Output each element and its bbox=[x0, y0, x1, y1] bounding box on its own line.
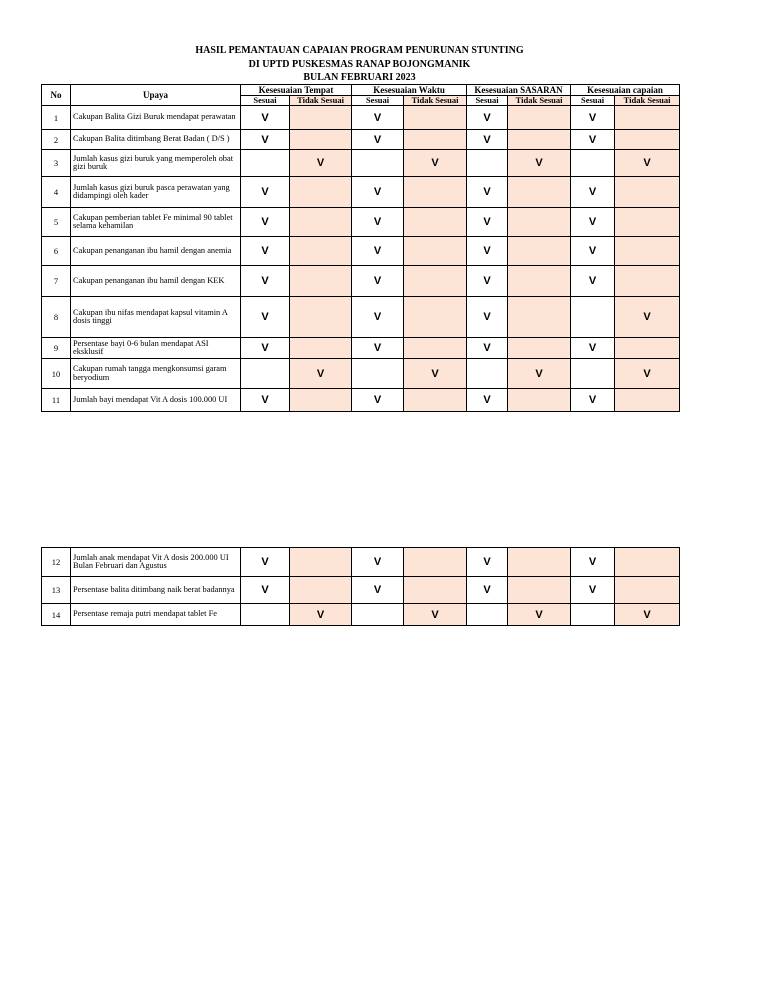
report-subtitle-location: DI UPTD PUSKESMAS RANAP BOJONGMANIK bbox=[248, 59, 471, 70]
cell-sesuai: V bbox=[571, 577, 615, 604]
cell-tidak-sesuai bbox=[404, 338, 467, 359]
cell-tidak-sesuai: V bbox=[615, 359, 680, 389]
cell-tidak-sesuai: V bbox=[404, 359, 467, 389]
cell-sesuai: V bbox=[241, 338, 290, 359]
cell-tidak-sesuai bbox=[404, 297, 467, 338]
row-number: 3 bbox=[42, 150, 71, 177]
subheader-tidak-sesuai: Tidak Sesuai bbox=[615, 96, 680, 106]
cell-tidak-sesuai bbox=[404, 577, 467, 604]
cell-tidak-sesuai bbox=[290, 177, 352, 208]
row-upaya: Cakupan Balita Gizi Buruk mendapat perawatan bbox=[71, 106, 241, 130]
cell-sesuai: V bbox=[467, 548, 508, 577]
cell-tidak-sesuai bbox=[615, 106, 680, 130]
cell-sesuai: V bbox=[241, 548, 290, 577]
cell-sesuai: V bbox=[241, 237, 290, 266]
cell-sesuai: V bbox=[467, 177, 508, 208]
cell-tidak-sesuai: V bbox=[615, 604, 680, 626]
cell-tidak-sesuai bbox=[508, 389, 571, 412]
cell-sesuai: V bbox=[571, 548, 615, 577]
cell-sesuai: V bbox=[571, 208, 615, 237]
cell-tidak-sesuai bbox=[290, 577, 352, 604]
cell-tidak-sesuai bbox=[290, 389, 352, 412]
cell-tidak-sesuai bbox=[404, 130, 467, 150]
cell-sesuai: V bbox=[467, 237, 508, 266]
row-upaya: Cakupan rumah tangga mengkonsumsi garam beryodium bbox=[71, 359, 241, 389]
cell-sesuai: V bbox=[241, 208, 290, 237]
row-number: 13 bbox=[42, 577, 71, 604]
cell-sesuai: V bbox=[352, 548, 404, 577]
cell-sesuai: V bbox=[352, 297, 404, 338]
report-subtitle-period: BULAN FEBRUARI 2023 bbox=[303, 72, 416, 83]
cell-sesuai bbox=[467, 359, 508, 389]
row-upaya: Jumlah kasus gizi buruk yang memperoleh obat gizi buruk bbox=[71, 150, 241, 177]
header-kesesuaian-tempat: Kesesuaian Tempat bbox=[241, 85, 352, 96]
cell-tidak-sesuai bbox=[615, 237, 680, 266]
row-number: 1 bbox=[42, 106, 71, 130]
row-upaya: Cakupan pemberian tablet Fe minimal 90 tablet selama kehamilan bbox=[71, 208, 241, 237]
cell-sesuai: V bbox=[571, 106, 615, 130]
cell-sesuai: V bbox=[467, 297, 508, 338]
cell-sesuai: V bbox=[352, 177, 404, 208]
row-number: 5 bbox=[42, 208, 71, 237]
subheader-tidak-sesuai: Tidak Sesuai bbox=[404, 96, 467, 106]
cell-sesuai: V bbox=[352, 577, 404, 604]
cell-sesuai: V bbox=[571, 130, 615, 150]
table-row bbox=[42, 359, 680, 389]
cell-tidak-sesuai bbox=[404, 237, 467, 266]
cell-sesuai: V bbox=[467, 266, 508, 297]
table-row bbox=[42, 130, 680, 150]
header-kesesuaian-capaian: Kesesuaian capaian bbox=[571, 85, 680, 96]
cell-sesuai bbox=[571, 150, 615, 177]
cell-tidak-sesuai: V bbox=[290, 359, 352, 389]
cell-tidak-sesuai bbox=[508, 297, 571, 338]
table-row bbox=[42, 106, 680, 130]
cell-sesuai bbox=[241, 359, 290, 389]
row-number: 9 bbox=[42, 338, 71, 359]
cell-sesuai: V bbox=[352, 208, 404, 237]
row-upaya: Cakupan ibu nifas mendapat kapsul vitamin A dosis tinggi bbox=[71, 297, 241, 338]
cell-sesuai: V bbox=[241, 389, 290, 412]
cell-sesuai bbox=[571, 297, 615, 338]
row-number: 7 bbox=[42, 266, 71, 297]
cell-tidak-sesuai: V bbox=[404, 604, 467, 626]
cell-sesuai: V bbox=[241, 106, 290, 130]
cell-sesuai bbox=[352, 359, 404, 389]
cell-sesuai: V bbox=[467, 338, 508, 359]
cell-sesuai bbox=[571, 359, 615, 389]
row-upaya: Cakupan penanganan ibu hamil dengan anemia bbox=[71, 237, 241, 266]
cell-sesuai: V bbox=[352, 338, 404, 359]
cell-tidak-sesuai bbox=[615, 548, 680, 577]
cell-sesuai: V bbox=[241, 177, 290, 208]
subheader-sesuai: Sesuai bbox=[467, 96, 508, 106]
cell-sesuai: V bbox=[467, 130, 508, 150]
row-number: 6 bbox=[42, 237, 71, 266]
row-upaya: Persentase balita ditimbang naik berat badannya bbox=[71, 577, 241, 604]
cell-tidak-sesuai bbox=[290, 130, 352, 150]
cell-sesuai: V bbox=[571, 266, 615, 297]
cell-sesuai: V bbox=[571, 389, 615, 412]
cell-tidak-sesuai: V bbox=[508, 150, 571, 177]
cell-sesuai: V bbox=[241, 577, 290, 604]
cell-sesuai: V bbox=[241, 266, 290, 297]
cell-sesuai bbox=[467, 604, 508, 626]
cell-tidak-sesuai: V bbox=[290, 150, 352, 177]
cell-tidak-sesuai bbox=[615, 266, 680, 297]
row-number: 2 bbox=[42, 130, 71, 150]
row-number: 14 bbox=[42, 604, 71, 626]
cell-sesuai: V bbox=[352, 266, 404, 297]
cell-tidak-sesuai bbox=[290, 297, 352, 338]
cell-sesuai bbox=[352, 150, 404, 177]
monitoring-table-continued bbox=[41, 547, 680, 626]
cell-tidak-sesuai bbox=[615, 577, 680, 604]
cell-tidak-sesuai bbox=[290, 338, 352, 359]
table-row bbox=[42, 208, 680, 237]
table-row bbox=[42, 177, 680, 208]
cell-tidak-sesuai bbox=[290, 266, 352, 297]
cell-sesuai: V bbox=[352, 130, 404, 150]
monitoring-table bbox=[41, 84, 680, 412]
cell-sesuai: V bbox=[571, 177, 615, 208]
cell-tidak-sesuai bbox=[404, 389, 467, 412]
row-number: 11 bbox=[42, 389, 71, 412]
cell-sesuai: V bbox=[352, 237, 404, 266]
cell-sesuai: V bbox=[467, 389, 508, 412]
table-row bbox=[42, 150, 680, 177]
cell-sesuai bbox=[467, 150, 508, 177]
cell-tidak-sesuai: V bbox=[290, 604, 352, 626]
header-kesesuaian-sasaran: Kesesuaian SASARAN bbox=[467, 85, 571, 96]
cell-sesuai: V bbox=[352, 389, 404, 412]
header-kesesuaian-waktu: Kesesuaian Waktu bbox=[352, 85, 467, 96]
cell-tidak-sesuai bbox=[508, 237, 571, 266]
cell-tidak-sesuai bbox=[615, 208, 680, 237]
cell-sesuai: V bbox=[571, 237, 615, 266]
cell-tidak-sesuai bbox=[508, 577, 571, 604]
table-row bbox=[42, 297, 680, 338]
cell-tidak-sesuai bbox=[404, 548, 467, 577]
row-upaya: Jumlah kasus gizi buruk pasca perawatan yang didampingi oleh kader bbox=[71, 177, 241, 208]
cell-sesuai bbox=[241, 604, 290, 626]
subheader-tidak-sesuai: Tidak Sesuai bbox=[508, 96, 571, 106]
cell-tidak-sesuai: V bbox=[508, 359, 571, 389]
cell-sesuai bbox=[352, 604, 404, 626]
cell-tidak-sesuai: V bbox=[404, 150, 467, 177]
cell-tidak-sesuai bbox=[508, 177, 571, 208]
cell-tidak-sesuai bbox=[508, 338, 571, 359]
cell-sesuai: V bbox=[352, 106, 404, 130]
table-row bbox=[42, 577, 680, 604]
row-number: 8 bbox=[42, 297, 71, 338]
report-title: HASIL PEMANTAUAN CAPAIAN PROGRAM PENURUNAN STUNTING bbox=[195, 45, 524, 56]
header-no: No bbox=[42, 85, 71, 106]
row-number: 4 bbox=[42, 177, 71, 208]
subheader-sesuai: Sesuai bbox=[571, 96, 615, 106]
row-number: 12 bbox=[42, 548, 71, 577]
header-upaya: Upaya bbox=[71, 85, 241, 106]
row-upaya: Persentase bayi 0-6 bulan mendapat ASI eksklusif bbox=[71, 338, 241, 359]
row-upaya: Cakupan Balita ditimbang Berat Badan ( D/S ) bbox=[71, 130, 241, 150]
row-upaya: Cakupan penanganan ibu hamil dengan KEK bbox=[71, 266, 241, 297]
cell-sesuai: V bbox=[571, 338, 615, 359]
table-row bbox=[42, 266, 680, 297]
cell-tidak-sesuai bbox=[615, 130, 680, 150]
cell-tidak-sesuai: V bbox=[615, 297, 680, 338]
cell-tidak-sesuai bbox=[290, 237, 352, 266]
cell-sesuai: V bbox=[467, 106, 508, 130]
cell-sesuai: V bbox=[241, 297, 290, 338]
cell-sesuai: V bbox=[467, 208, 508, 237]
row-upaya: Persentase remaja putri mendapat tablet Fe bbox=[71, 604, 241, 626]
cell-tidak-sesuai bbox=[508, 548, 571, 577]
subheader-tidak-sesuai: Tidak Sesuai bbox=[290, 96, 352, 106]
cell-tidak-sesuai bbox=[508, 208, 571, 237]
table-row bbox=[42, 338, 680, 359]
cell-tidak-sesuai bbox=[404, 266, 467, 297]
subheader-sesuai: Sesuai bbox=[241, 96, 290, 106]
row-upaya: Jumlah anak mendapat Vit A dosis 200.000 UI Bulan Februari dan Agustus bbox=[71, 548, 241, 577]
subheader-sesuai: Sesuai bbox=[352, 96, 404, 106]
table-row bbox=[42, 604, 680, 626]
cell-tidak-sesuai bbox=[508, 130, 571, 150]
cell-tidak-sesuai: V bbox=[615, 150, 680, 177]
cell-tidak-sesuai bbox=[615, 177, 680, 208]
cell-sesuai bbox=[241, 150, 290, 177]
cell-tidak-sesuai bbox=[290, 548, 352, 577]
cell-tidak-sesuai bbox=[615, 389, 680, 412]
cell-tidak-sesuai bbox=[508, 266, 571, 297]
cell-tidak-sesuai: V bbox=[508, 604, 571, 626]
cell-tidak-sesuai bbox=[404, 208, 467, 237]
cell-sesuai bbox=[571, 604, 615, 626]
row-upaya: Jumlah bayi mendapat Vit A dosis 100.000 UI bbox=[71, 389, 241, 412]
table-row bbox=[42, 389, 680, 412]
cell-tidak-sesuai bbox=[404, 106, 467, 130]
cell-tidak-sesuai bbox=[508, 106, 571, 130]
cell-tidak-sesuai bbox=[404, 177, 467, 208]
table-row bbox=[42, 548, 680, 577]
cell-tidak-sesuai bbox=[615, 338, 680, 359]
table-row bbox=[42, 237, 680, 266]
cell-tidak-sesuai bbox=[290, 208, 352, 237]
cell-sesuai: V bbox=[241, 130, 290, 150]
cell-sesuai: V bbox=[467, 577, 508, 604]
row-number: 10 bbox=[42, 359, 71, 389]
cell-tidak-sesuai bbox=[290, 106, 352, 130]
